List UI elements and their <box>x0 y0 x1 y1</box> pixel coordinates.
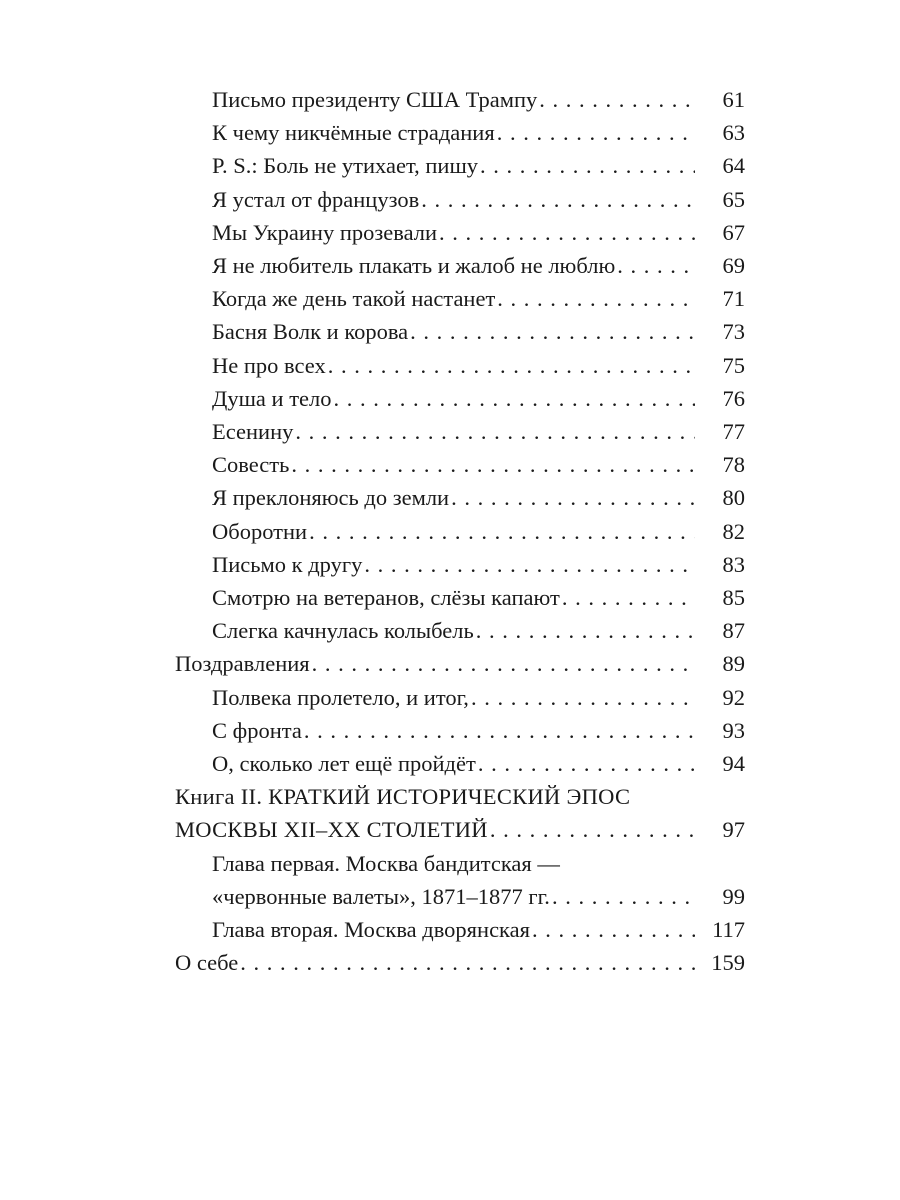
dot-leader <box>421 183 695 216</box>
toc-entry-title: О, сколько лет ещё пройдёт <box>212 751 476 777</box>
toc-entry-page: 64 <box>722 153 745 179</box>
toc-entry-page: 85 <box>722 585 745 611</box>
dot-leader <box>334 382 696 415</box>
toc-entry-title: Совесть <box>212 452 290 478</box>
toc-entry-title: Письмо президенту США Трампу <box>212 87 538 112</box>
toc-section-title: О себе <box>175 950 239 976</box>
dot-leader <box>439 216 695 249</box>
dot-leader <box>451 481 695 514</box>
dot-leader <box>309 515 695 548</box>
toc-chapter[interactable] <box>175 847 745 913</box>
toc-entry-title: С фронта <box>212 717 302 743</box>
toc-entry[interactable] <box>175 382 745 415</box>
toc-chapter-title-line2: «червонные валеты», 1871–1877 гг. <box>212 883 550 909</box>
dot-leader <box>410 315 695 348</box>
dot-leader <box>240 946 695 979</box>
toc-entry-title: P. S.: Боль не утихает, пишу <box>212 153 479 179</box>
toc-entry-title: Я устал от французов <box>212 186 420 212</box>
toc-entry[interactable] <box>175 149 745 182</box>
toc-entry-page: 76 <box>722 385 745 411</box>
toc-chapter-page: 99 <box>722 883 745 909</box>
table-of-contents <box>175 83 745 979</box>
toc-entry-title: Мы Украину прозевали <box>212 219 438 245</box>
toc-entry[interactable] <box>175 183 745 216</box>
toc-entry[interactable] <box>175 448 745 481</box>
toc-entry[interactable] <box>175 349 745 382</box>
toc-chapter-page: 117 <box>712 917 745 943</box>
toc-entry-page: 83 <box>722 551 745 577</box>
toc-chapter[interactable] <box>175 913 745 946</box>
toc-entry-title: Я преклоняюсь до земли <box>212 485 450 511</box>
toc-chapter-title-line1: Глава первая. Москва бандитская — <box>212 850 560 876</box>
toc-section-page: 159 <box>711 950 745 976</box>
toc-book-page: 97 <box>722 817 745 843</box>
dot-leader <box>478 747 695 780</box>
toc-entry-title: Есенину <box>212 419 294 445</box>
toc-entry[interactable] <box>175 282 745 315</box>
toc-entry-title: Письмо к другу <box>212 551 363 577</box>
toc-section[interactable] <box>175 946 745 979</box>
dot-leader <box>617 249 695 282</box>
toc-entry[interactable] <box>175 515 745 548</box>
dot-leader <box>490 813 695 846</box>
toc-entry-page: 82 <box>722 518 745 544</box>
toc-entry[interactable] <box>175 415 745 448</box>
dot-leader <box>476 614 695 647</box>
toc-entry-page: 67 <box>722 219 745 245</box>
toc-entry-page: 80 <box>722 485 745 511</box>
toc-entry-page: 61 <box>722 87 745 112</box>
toc-chapter-title: Глава вторая. Москва дворянская <box>212 917 530 943</box>
toc-entry-title: Не про всех <box>212 352 326 378</box>
toc-entry-page: 71 <box>722 286 745 312</box>
toc-book-title-line1: Книга II. КРАТКИЙ ИСТОРИЧЕСКИЙ ЭПОС <box>175 784 631 810</box>
dot-leader <box>364 548 695 581</box>
toc-entry-title: Смотрю на ветеранов, слёзы капают <box>212 585 560 611</box>
dot-leader <box>532 913 695 946</box>
toc-entry[interactable] <box>175 747 745 780</box>
dot-leader <box>304 714 695 747</box>
toc-entry-title: Когда же день такой настанет <box>212 286 496 312</box>
dot-leader <box>291 448 695 481</box>
toc-entry-page: 75 <box>722 352 745 378</box>
toc-entry[interactable] <box>175 249 745 282</box>
toc-entry-page: 87 <box>722 618 745 644</box>
toc-entry-title: К чему никчёмные страдания <box>212 120 495 146</box>
dot-leader <box>497 282 695 315</box>
dot-leader <box>562 581 695 614</box>
toc-entry-title: Слегка качнулась колыбель <box>212 618 474 644</box>
toc-entry-title: Душа и тело <box>212 385 332 411</box>
toc-book-section[interactable] <box>175 780 745 846</box>
toc-section-page: 89 <box>722 651 745 677</box>
toc-section-title: Поздравления <box>175 651 310 677</box>
dot-leader <box>497 116 695 149</box>
dot-leader <box>552 880 695 913</box>
toc-entry-title: Полвека пролетело, и итог, <box>212 684 469 710</box>
toc-entry-page: 65 <box>722 186 745 212</box>
toc-entry-title: Басня Волк и корова <box>212 319 409 345</box>
toc-entry[interactable] <box>175 548 745 581</box>
toc-entry[interactable] <box>175 581 745 614</box>
toc-entry-page: 78 <box>722 452 745 478</box>
toc-entry-page: 94 <box>722 751 745 777</box>
dot-leader <box>480 149 695 182</box>
toc-entry[interactable] <box>175 216 745 249</box>
toc-entry-title: Оборотни <box>212 518 308 544</box>
toc-entry[interactable] <box>175 681 745 714</box>
toc-entry[interactable] <box>175 614 745 647</box>
dot-leader <box>328 349 695 382</box>
dot-leader <box>295 415 695 448</box>
dot-leader <box>539 83 695 116</box>
toc-book-title-line2: МОСКВЫ XII–XX СТОЛЕТИЙ <box>175 817 488 843</box>
toc-entry-page: 63 <box>722 120 745 146</box>
toc-entry-title: Я не любитель плакать и жалоб не люблю <box>212 253 616 279</box>
toc-entry-page: 93 <box>722 717 745 743</box>
dot-leader <box>471 681 695 714</box>
toc-entry-page: 77 <box>722 419 745 445</box>
toc-entry-page: 92 <box>722 684 745 710</box>
toc-entry-page: 73 <box>722 319 745 345</box>
toc-entry[interactable] <box>175 481 745 514</box>
toc-entry[interactable] <box>175 83 745 116</box>
toc-entry[interactable] <box>175 116 745 149</box>
toc-entry[interactable] <box>175 315 745 348</box>
dot-leader <box>312 647 695 680</box>
toc-entry-page: 69 <box>722 253 745 279</box>
toc-entry[interactable] <box>175 714 745 747</box>
toc-section[interactable] <box>175 647 745 680</box>
